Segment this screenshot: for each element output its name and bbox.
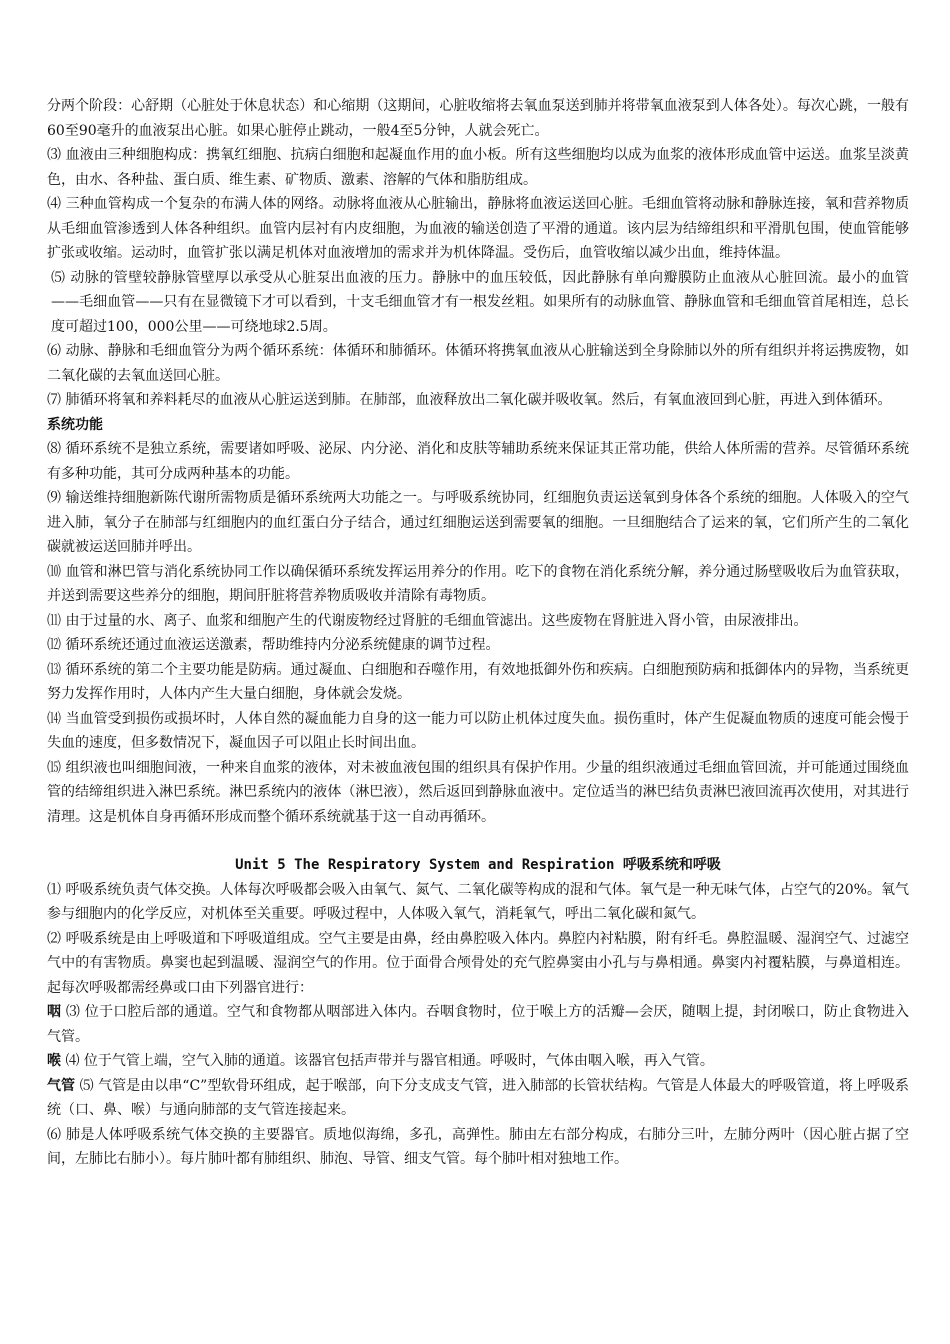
unit-title bbox=[47, 853, 909, 878]
unit5-paragraph-5-text: ⑸ 气管是由以串“C”型软骨环组成，起于喉部，向下分支成支气管，进入肺部的长管状结构。气管是人体最大的呼吸管道，将上呼吸系统（口、鼻、喉）与通向肺部的支气管连接起来。 bbox=[47, 1077, 909, 1118]
unit-title-en: Unit 5 The Respiratory System and Respiration bbox=[235, 857, 615, 873]
paragraph-5: ⑸ 动脉的管壁较静脉管壁厚以承受从心脏泵出血液的压力。静脉中的血压较低，因此静脉有单向瓣膜防止血液从心脏回流。最小的血管——毛细血管——只有在显微镜下才可以看到，十支毛细血管才有一根发丝粗。如果所有的动脉血管、静脉血管和毛细血管首尾相连，总长度可超过100，000公里——可绕地球2.5周。 bbox=[51, 269, 909, 335]
unit5-paragraph-3-text: ⑶ 位于口腔后部的通道。空气和食物都从咽部进入体内。吞咽食物时，位于喉上方的活瓣—会厌，随咽上提，封闭喉口，防止食物进入气管。 bbox=[47, 1004, 910, 1045]
label-pharynx: 咽 bbox=[47, 1004, 62, 1020]
paragraph-intro: 分两个阶段：心舒期（心脏处于休息状态）和心缩期（这期间，心脏收缩将去氧血泵送到肺并将带氧血液泵到人体各处）。每次心跳，一般有60至90毫升的血液泵出心脏。如果心脏停止跳动，一般4至5分钟，人就会死亡。 bbox=[47, 98, 909, 139]
unit-title-cn: 呼吸系统和呼吸 bbox=[622, 857, 721, 873]
paragraph-11: ⑾ 由于过量的水、离子、血浆和细胞产生的代谢废物经过肾脏的毛细血管滤出。这些废物在肾脏进入肾小管，由尿液排出。 bbox=[47, 612, 808, 629]
unit5-paragraph-2: ⑵ 呼吸系统是由上呼吸道和下呼吸道组成。空气主要是由鼻，经由鼻腔吸入体内。鼻腔内衬粘膜，附有纤毛。鼻腔温暖、湿润空气、过滤空气中的有害物质。鼻窦也起到温暖、湿润空气的作用。位于面骨合颅骨处的充气腔鼻窦由小孔与与鼻相通。鼻窦内衬覆粘膜，与鼻道相连。起每次呼吸都需经鼻或口由下列器官进行： bbox=[47, 930, 909, 996]
label-larynx: 喉 bbox=[47, 1053, 61, 1069]
unit5-paragraph-5 bbox=[47, 1074, 909, 1123]
unit5-paragraph-4 bbox=[47, 1049, 909, 1074]
paragraph-3: ⑶ 血液由三种细胞构成：携氧红细胞、抗病白细胞和起凝血作用的血小板。所有这些细胞均以成为血浆的液体形成血管中运送。血浆呈淡黄色，由水、各种盐、蛋白质、维生素、矿物质、激素、溶解的气体和脂肪组成。 bbox=[47, 147, 909, 188]
paragraph-15: ⒂ 组织液也叫细胞间液，一种来自血浆的液体，对未被血液包围的组织具有保护作用。少量的组织液通过毛细血管回流，并可能通过围绕血管的结缔组织进入淋巴系统。淋巴系统内的液体（淋巴液），然后返回到静脉血液中。定位适当的淋巴结负责淋巴液回流再次使用，对其进行清理。这是机体自身再循环形成而整个循环系统就基于这一自动再循环。 bbox=[47, 759, 909, 825]
paragraph-12: ⑿ 循环系统还通过血液运送激素，帮助维持内分泌系统健康的调节过程。 bbox=[47, 637, 500, 653]
paragraph-10: ⑽ 血管和淋巴管与消化系统协同工作以确保循环系统发挥运用养分的作用。吃下的食物在消化系统分解，养分通过肠壁吸收后为血管获取，并送到需要这些养分的细胞，期间肝脏将营养物质吸收并清除有毒物质。 bbox=[47, 563, 909, 604]
document-page bbox=[47, 94, 909, 1172]
unit5-paragraph-4-text: ⑷ 位于气管上端，空气入肺的通道。该器官包括声带并与器官相通。呼吸时，气体由咽入喉，再入气管。 bbox=[65, 1053, 714, 1069]
paragraph-9: ⑼ 输送维持细胞新陈代谢所需物质是循环系统两大功能之一。与呼吸系统协同，红细胞负责运送氧到身体各个系统的细胞。人体吸入的空气进入肺，氧分子在肺部与红细胞内的血红蛋白分子结合，通过红细胞运送到需要氧的细胞。一旦细胞结合了运来的氧，它们所产生的二氧化碳就被运送回肺并呼出。 bbox=[47, 490, 909, 555]
unit5-paragraph-6: ⑹ 肺是人体呼吸系统气体交换的主要器官。质地似海绵，多孔，高弹性。肺由左右部分构成，右肺分三叶，左肺分两叶（因心脏占据了空间，左肺比右肺小）。每片肺叶都有肺组织、肺泡、导管、细支气管。每个肺叶相对独地工作。 bbox=[47, 1126, 909, 1167]
paragraph-4: ⑷ 三种血管构成一个复杂的布满人体的网络。动脉将血液从心脏输出，静脉将血液运送回心脏。毛细血管将动脉和静脉连接，氧和营养物质从毛细血管渗透到人体各种组织。血管内层衬有内皮细胞，为血液的输送创造了平滑的通道。该内层为结缔组织和平滑肌包围，使血管能够扩张或收缩。运动时，血管扩张以满足机体对血液增加的需求并为机体降温。受伤后，血管收缩以减少出血，维持体温。 bbox=[47, 196, 909, 261]
paragraph-6: ⑹ 动脉、静脉和毛细血管分为两个循环系统：体循环和肺循环。体循环将携氧血液从心脏输送到全身除肺以外的所有组织并将运携废物，如二氧化碳的去氧血送回心脏。 bbox=[47, 343, 909, 384]
paragraph-13: ⒀ 循环系统的第二个主要功能是防病。通过凝血、白细胞和吞噬作用，有效地抵御外伤和疾病。白细胞预防病和抵御体内的异物，当系统更努力发挥作用时，人体内产生大量白细胞，身体就会发烧。 bbox=[47, 661, 909, 702]
paragraph-8: ⑻ 循环系统不是独立系统，需要诸如呼吸、泌尿、内分泌、消化和皮肤等辅助系统来保证其正常功能，供给人体所需的营养。尽管循环系统有多种功能，其可分成两种基本的功能。 bbox=[47, 441, 909, 482]
unit5-paragraph-3 bbox=[47, 1000, 909, 1049]
paragraph-7: ⑺ 肺循环将氧和养料耗尽的血液从心脏运送到肺。在肺部，血液释放出二氧化碳并吸收氧。然后，有氧血液回到心脏，再进入到体循环。 bbox=[47, 392, 892, 408]
section-heading-function: 系统功能 bbox=[47, 416, 103, 433]
paragraph-14: ⒁ 当血管受到损伤或损坏时，人体自然的凝血能力自身的这一能力可以防止机体过度失血。损伤重时，体产生促凝血物质的速度可能会慢于失血的速度，但多数情况下，凝血因子可以阻止长时间出血。 bbox=[47, 710, 909, 751]
unit5-paragraph-1: ⑴ 呼吸系统负责气体交换。人体每次呼吸都会吸入由氧气、氮气、二氧化碳等构成的混和气体。氧气是一种无味气体，占空气的20%。氧气参与细胞内的化学反应，对机体至关重要。呼吸过程中，人体吸入氧气，消耗氧气，呼出二氧化碳和氮气。 bbox=[47, 881, 909, 922]
label-trachea: 气管 bbox=[47, 1077, 76, 1094]
